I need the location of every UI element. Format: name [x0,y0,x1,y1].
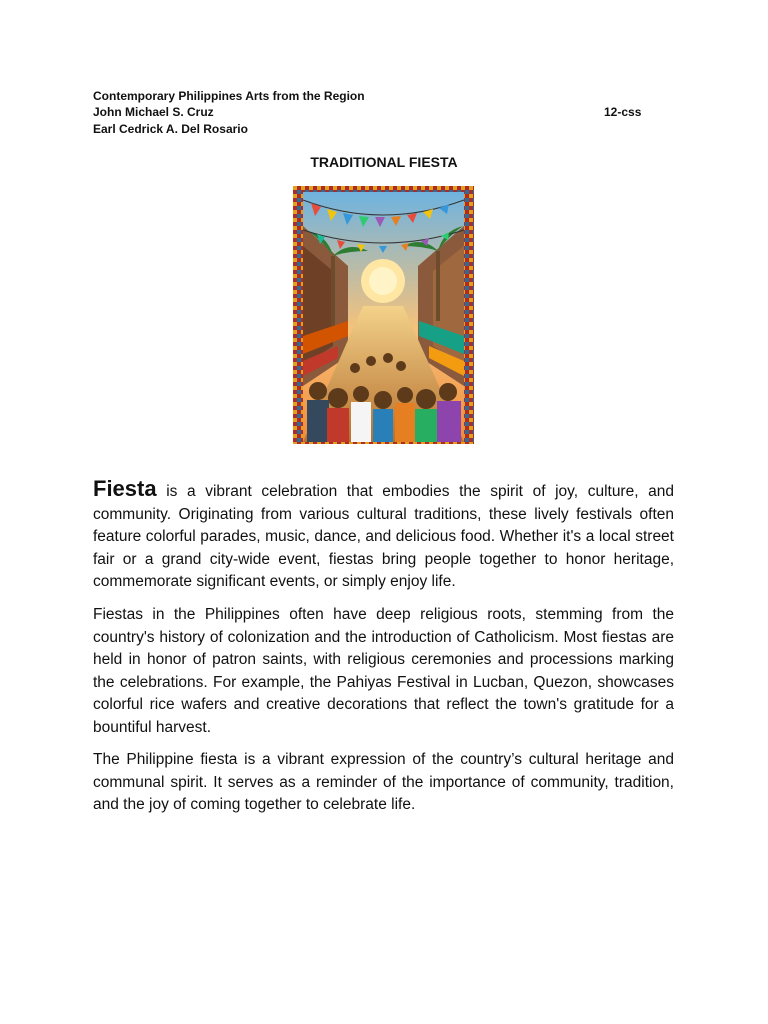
lead-word: Fiesta [93,476,157,501]
section-label: 12-css [604,105,642,119]
subject-line: Contemporary Philippines Arts from the Region [93,89,365,103]
document-title: TRADITIONAL FIESTA [310,154,458,170]
paragraph-3: The Philippine fiesta is a vibrant expression of the country’s cultural heritage and communal spirit. It serves as a reminder of the importance of community, tradition, and the joy of coming together to celebrate life. [93,751,674,813]
fiesta-illustration [293,186,474,444]
paragraph-2: Fiestas in the Philippines often have deep religious roots, stemming from the country's history of colonization and the introduction of Catholicism. Most fiestas are held in honor of patron saints, with religious ceremonies and processions marking the celebrations. For example, the Pahiyas Festival in Lucban, Quezon, showcases colorful rice wafers and creative decorations that reflect the town's gratitude for a bountiful harvest. [93,606,674,736]
paragraph-1 [93,478,674,594]
author-name-2: Earl Cedrick A. Del Rosario [93,122,248,136]
paragraph-1-text: is a vibrant celebration that embodies the spirit of joy, culture, and community. Originating from various cultural traditions, these lively festivals often feature colorful parades, music, dance, and delicious food. Whether it's a local street fair or a grand city-wide event, fiestas bring people together to honor heritage, commemorate significant events, or simply enjoy life. [93,483,674,590]
fiesta-street-illustration-icon [293,186,474,444]
author-name-1: John Michael S. Cruz [93,105,214,119]
